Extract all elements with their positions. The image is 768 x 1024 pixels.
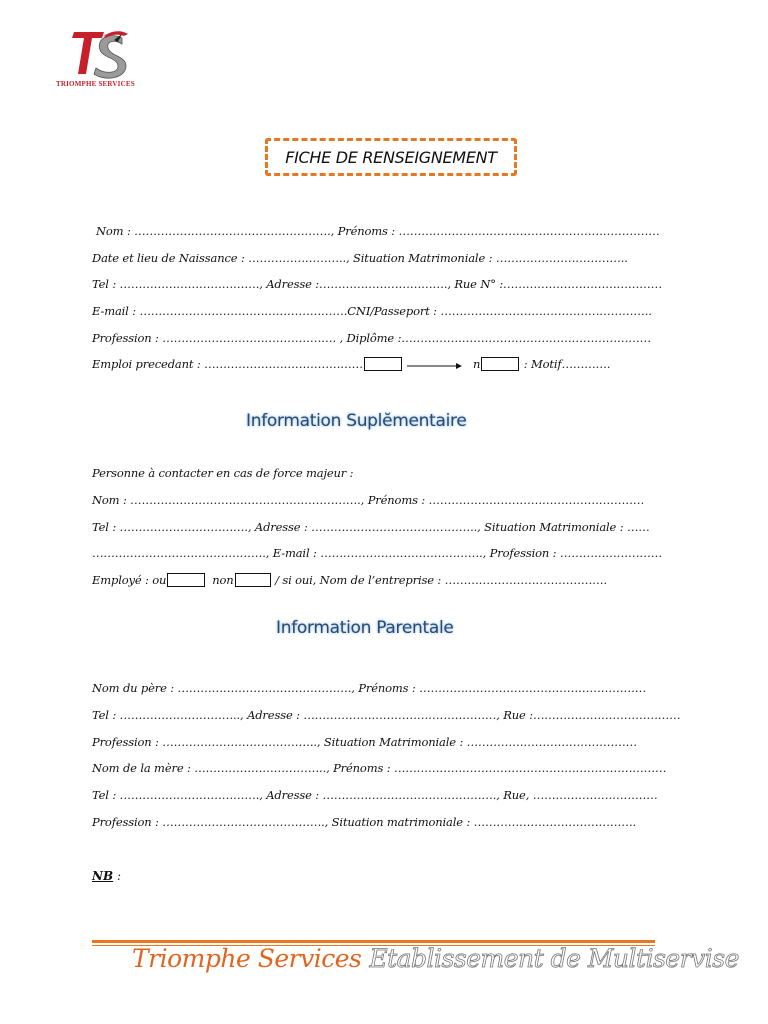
nb-label: NB [92,869,114,883]
employed-no-label: non [212,573,234,587]
mother-tel-line: Tel : ………………………………., Adresse : ………………………………………., Rue, …………………………… [92,788,658,802]
previous-job-label: Emploi precedant : …………………………………… [92,357,363,371]
name-field-line: Nom : ……………………………………………., Prénoms : …………………………………………………………… [96,224,660,238]
previous-job-n-label: n [473,357,481,371]
arrow-right-icon [407,359,463,373]
logo-caption: TRIOMPHE SERVICES [56,80,135,88]
employed-yes-label: Employé : ou [92,573,167,587]
form-title-box [265,138,517,176]
nb-note [92,869,121,883]
contact-email-line: ………………………………………., E-mail : ……………………………………., Profession : ……………………… [92,546,663,560]
father-tel-line: Tel : ………………………….., Adresse : ……………………………………………, Rue :………………………………… [92,708,681,722]
mother-name-line: Nom de la mère : …………………………….., Prénoms : ……………………………………………………………… [92,761,667,775]
footer-brand: Triomphe Services [132,944,362,973]
employed-line [92,573,607,588]
nb-suffix: : [113,869,121,883]
previous-job-box[interactable] [364,357,402,371]
employed-yes-box[interactable] [167,573,205,587]
contact-name-line: Nom : ……………………………………………………., Prénoms : ………………………………………………… [92,493,645,507]
contact-tel-line: Tel : ……………………………., Adresse : …………………………………….., Situation Matrimoniale : …… [92,520,650,534]
parental-heading: Information Parentale [276,618,454,638]
footer-subtitle: Etablissement de Multiservise [369,944,739,973]
form-title: FICHE DE RENSEIGNEMENT [285,147,497,167]
birth-field-line: Date et lieu de Naissance : …………………….., Situation Matrimoniale : …………………………….. [92,251,628,265]
footer-rule-thick [92,940,655,943]
previous-job-n-box[interactable] [481,357,519,371]
father-profession-line: Profession : ………………………………….., Situation Matrimoniale : ……………………………………… [92,735,637,749]
supplementary-heading: Information Suplĕmentaire [246,411,467,431]
email-field-line: E-mail : ……………………………………………….CNI/Passeport : ……………………………………………….. [92,304,652,318]
tel-field-line: Tel : ………………………………., Adresse :……………………………., Rue N° :…………………………………… [92,277,662,291]
previous-job-line [92,357,610,372]
previous-job-motif: : Motif…………. [520,357,611,371]
footer-signature [132,944,739,973]
mother-profession-line: Profession : ……………………………………., Situation matrimoniale : ……………………………………. [92,815,637,829]
employed-no-box[interactable] [235,573,271,587]
contact-intro: Personne à contacter en cas de force majeur : [92,466,354,480]
profession-field-line: Profession : ………………………………………. , Diplôme :………………………………………………………… [92,331,651,345]
father-name-line: Nom du père : ………………………………………., Prénoms : …………………………………………………… [92,681,647,695]
company-name-label: / si oui, Nom de l’entreprise : ……………………………………. [271,573,608,587]
